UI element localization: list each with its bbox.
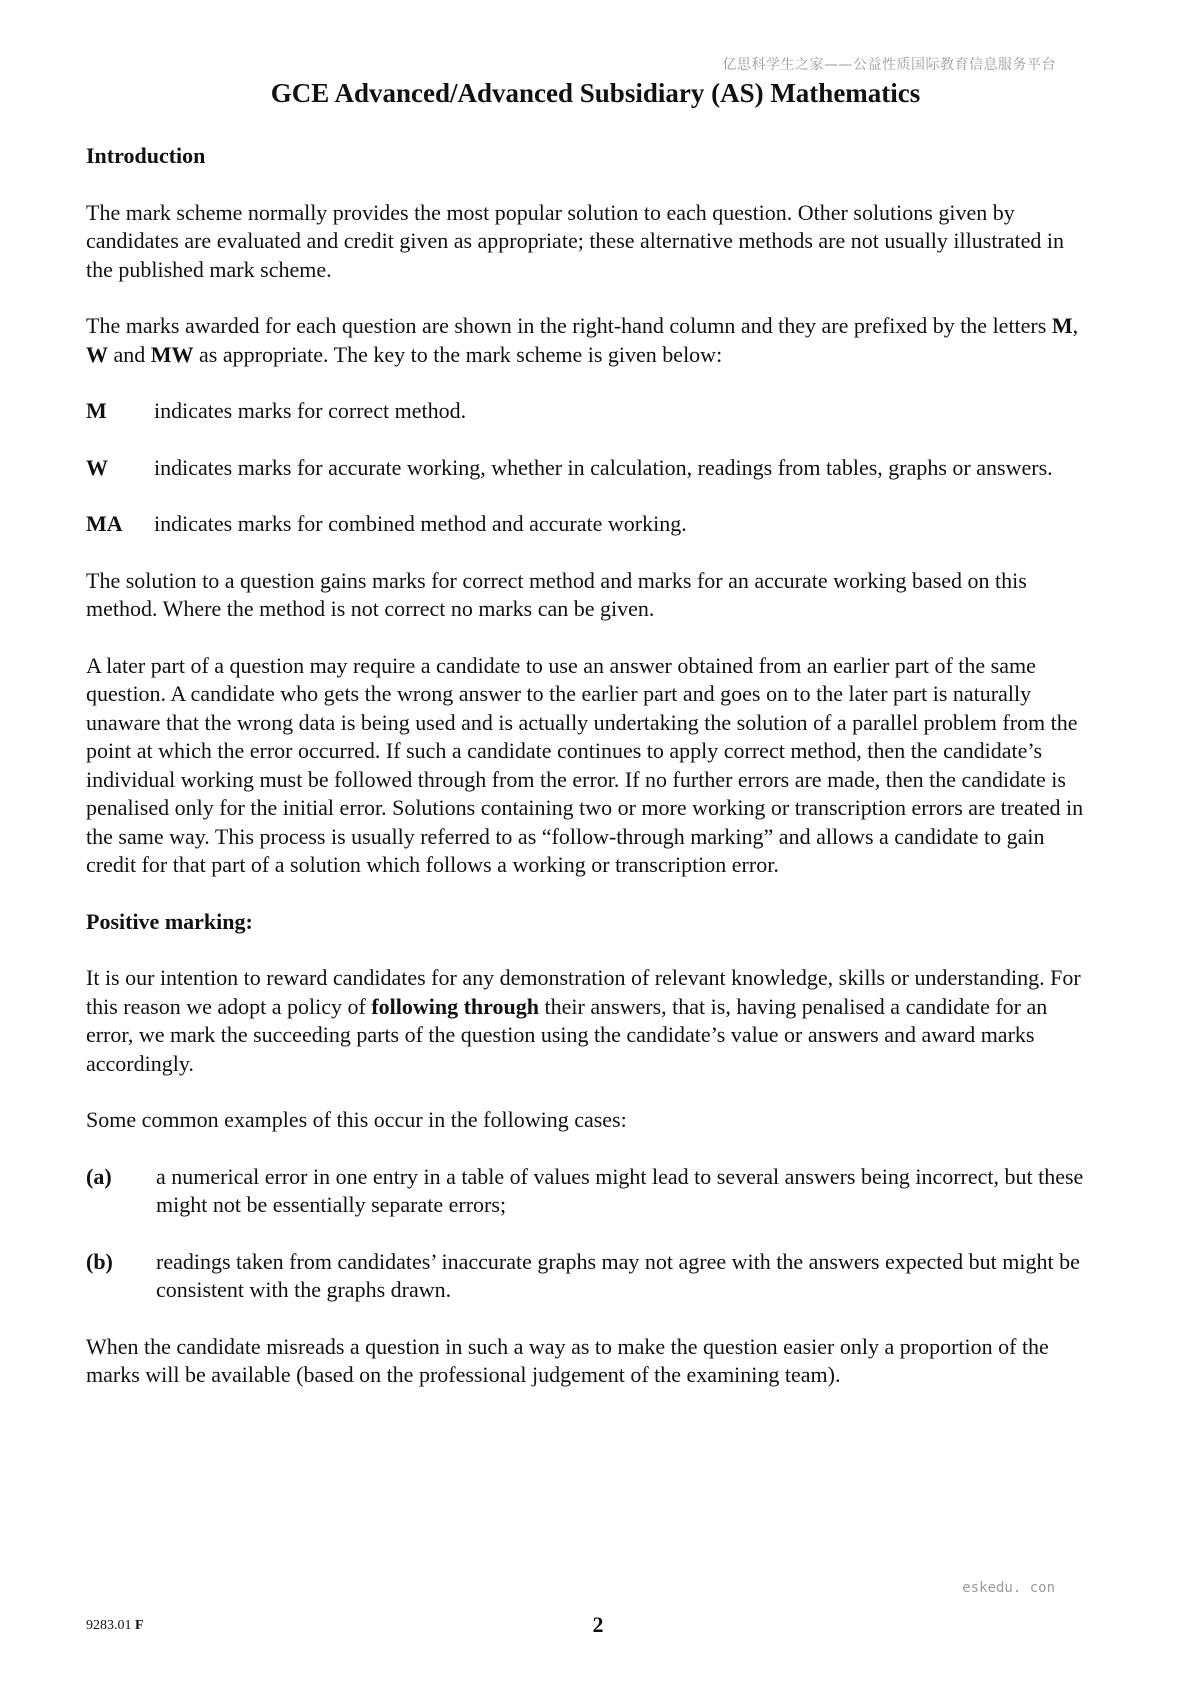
intro-p2-sep-2: and	[108, 341, 151, 367]
positive-p1-text-2: their answers, that is, having penalised a candidate for an error, we mark the succeeding parts of the question using the candidate’s value or answers and award marks accordingly.	[86, 993, 1048, 1076]
case-text: a numerical error in one entry in a table of values might lead to several answers being incorrect, but these might not be essentially separate errors;	[156, 1163, 1084, 1217]
intro-paragraph-1: The mark scheme normally provides the most popular solution to each question. Other solutions given by candidates are evaluated and credit given as appropriate; these alternative methods are not usually illustrated in the published mark scheme.	[86, 199, 1065, 282]
method-paragraph: The solution to a question gains marks for correct method and marks for an accurate working based on this method. Where the method is not correct no marks can be given.	[86, 567, 1027, 621]
positive-marking-heading: Positive marking:	[86, 908, 253, 934]
case-row-a	[86, 1163, 1096, 1220]
key-text: indicates marks for combined method and accurate working.	[154, 511, 687, 536]
positive-paragraph-2: Some common examples of this occur in the following cases:	[86, 1107, 627, 1132]
key-label: MA	[86, 511, 123, 536]
document-title: GCE Advanced/Advanced Subsidiary (AS) Mathematics	[270, 78, 921, 108]
intro-p2-sep-1: ,	[1072, 313, 1079, 338]
intro-p2-bold-w: W	[86, 341, 108, 367]
intro-p2-text-1: The marks awarded for each question are shown in the right-hand column and they are prefixed by the letters	[86, 313, 1052, 338]
footer-code-number: 9283.01	[86, 1618, 132, 1633]
positive-p1-bold: following through	[371, 993, 539, 1019]
page-number: 2	[592, 1612, 604, 1637]
footer-code-suffix: F	[135, 1618, 144, 1633]
watermark-bottom: eskedu. con	[962, 1580, 1055, 1596]
key-row-m	[86, 397, 1096, 426]
case-label: (a)	[86, 1163, 112, 1189]
case-row-b	[86, 1248, 1096, 1305]
follow-through-paragraph: A later part of a question may require a candidate to use an answer obtained from an earlier part of the same question. A candidate who gets the wrong answer to the earlier part and goes on to the later part is naturally unaware that the wrong data is being used and is actually undertaking the solution of a parallel problem from the point at which the error occurred. If such a candidate continues to apply correct method, then the candidate’s individual working must be followed through from the error. If no further errors are made, then the candidate is penalised only for the initial error. Solutions containing two or more working or transcription errors are treated in the same way. This process is usually referred to as “follow-through marking” and allows a candidate to gain credit for that part of a solution which follows a working or transcription error.	[86, 652, 1084, 877]
intro-p2-text-2: as appropriate. The key to the mark scheme is given below:	[193, 341, 723, 367]
misread-paragraph: When the candidate misreads a question in such a way as to make the question easier only a proportion of the marks will be available (based on the professional judgement of the examining team).	[86, 1333, 1049, 1387]
intro-p2-bold-m: M	[1051, 313, 1073, 338]
key-label: W	[86, 454, 108, 480]
positive-p1-text-1: It is our intention to reward candidates for any demonstration of relevant knowledge, skills or understanding. For this reason we adopt a policy of	[86, 965, 1081, 1019]
key-row-w	[86, 454, 1096, 483]
intro-p2-bold-mw: MW	[150, 341, 194, 367]
key-text: indicates marks for correct method.	[154, 398, 467, 423]
key-text: indicates marks for accurate working, whether in calculation, readings from tables, graphs or answers.	[154, 454, 1053, 480]
case-text: readings taken from candidates’ inaccurate graphs may not agree with the answers expected but might be consistent with the graphs drawn.	[156, 1248, 1080, 1302]
intro-paragraph-2	[86, 312, 1096, 369]
introduction-heading: Introduction	[86, 143, 206, 168]
case-label: (b)	[86, 1248, 113, 1274]
watermark-top: 亿思科学生之家——公益性质国际教育信息服务平台	[722, 57, 1056, 73]
key-label: M	[86, 398, 107, 423]
positive-paragraph-1	[86, 964, 1096, 1078]
key-row-ma	[86, 510, 1096, 539]
document-body	[86, 142, 1096, 1390]
